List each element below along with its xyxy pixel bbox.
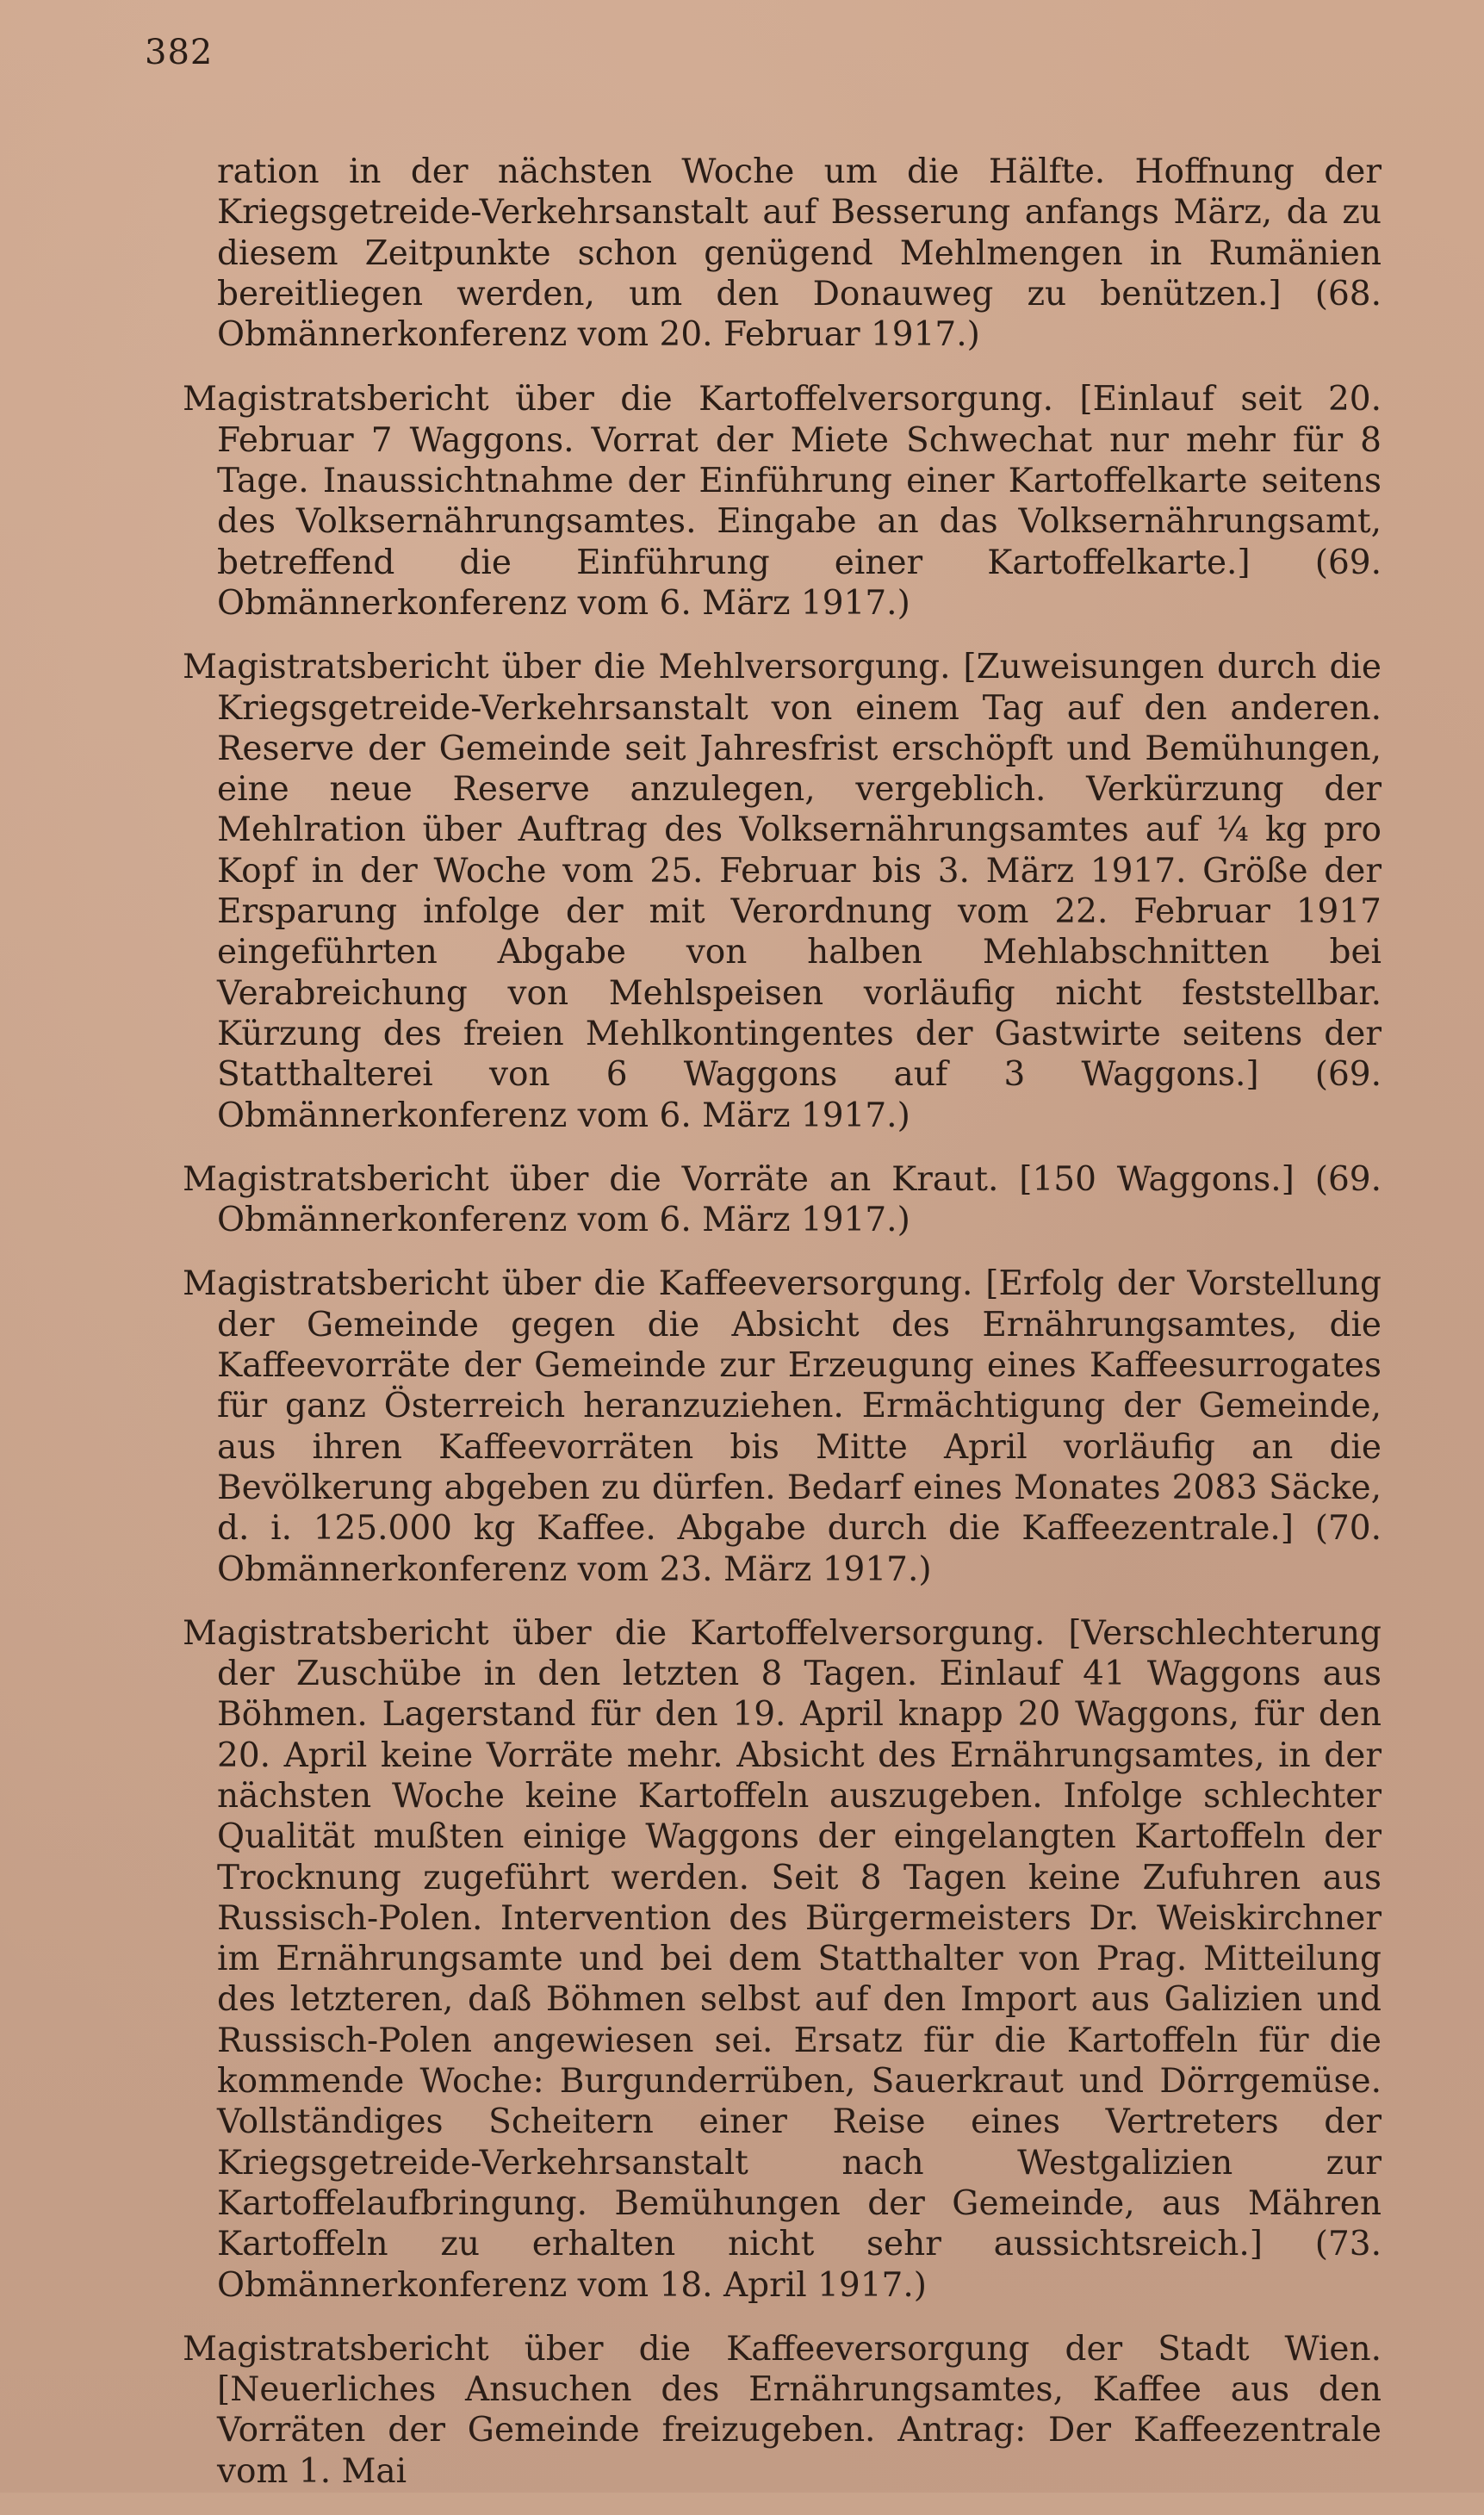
entry-kartoffelversorgung-april: Magistratsbericht über die Kartoffelversorgung. [Verschlechterung der Zuschübe in den letzten 8 Tagen. Einlauf 41 Waggons aus Böhmen. Lagerstand für den 19. April knapp 20 Waggons, für den 20. April keine Vorräte mehr. Absicht des Ernährungsamtes, in der nächsten Woche keine Kartoffeln auszugeben. Infolge schlechter Qualität mußten einige Waggons der eingelangten Kartoffeln der Trocknung zugeführt werden. Seit 8 Tagen keine Zufuhren aus Russisch-Polen. Intervention des Bürgermeisters Dr. Weiskirchner im Ernährungsamte und bei dem Statthalter von Prag. Mitteilung des letzteren, daß Böhmen selbst auf den Import aus Galizien und Russisch-Polen angewiesen sei. Ersatz für die Kartoffeln für die kommende Woche: Burgunderrüben, Sauerkraut und Dörrgemüse. Vollständiges Scheitern einer Reise eines Vertreters der Kriegsgetreide-Verkehrsanstalt nach Westgalizien zur Kartoffelaufbringung. Bemühungen der Gemeinde, aus Mähren Kartoffeln zu erhalten nicht sehr aussichtsreich.] (73. Obmännerkonferenz vom 18. April 1917.) xyxy=(183,1613,1382,2305)
page-content xyxy=(183,152,1382,2515)
entry-mehlversorgung: Magistratsbericht über die Mehlversorgung. [Zuweisungen durch die Kriegsgetreide-Verkehrsanstalt von einem Tag auf den anderen. Reserve der Gemeinde seit Jahresfrist erschöpft und Bemühungen, eine neue Reserve anzulegen, vergeblich. Verkürzung der Mehlration über Auftrag des Volksernährungsamtes auf ¼ kg pro Kopf in der Woche vom 25. Februar bis 3. März 1917. Größe der Ersparung infolge der mit Verordnung vom 22. Februar 1917 eingeführten Abgabe von halben Mehlabschnitten bei Verabreichung von Mehlspeisen vorläufig nicht feststellbar. Kürzung des freien Mehlkontingentes der Gastwirte seitens der Statthalterei von 6 Waggons auf 3 Waggons.] (69. Obmännerkonferenz vom 6. März 1917.) xyxy=(183,648,1382,1135)
entry-kaffeeversorgung-maerz: Magistratsbericht über die Kaffeeversorgung. [Erfolg der Vorstellung der Gemeinde gegen die Absicht des Ernährungsamtes, die Kaffeevorräte der Gemeinde zur Erzeugung eines Kaffeesurrogates für ganz Österreich heranzuziehen. Ermächtigung der Gemeinde, aus ihren Kaffeevorräten bis Mitte April vorläufig an die Bevölkerung abgeben zu dürfen. Bedarf eines Monates 2083 Säcke, d. i. 125.000 kg Kaffee. Abgabe durch die Kaffeezentrale.] (70. Obmännerkonferenz vom 23. März 1917.) xyxy=(183,1264,1382,1589)
page-number: 382 xyxy=(145,33,214,72)
entry-kartoffelversorgung-maerz: Magistratsbericht über die Kartoffelversorgung. [Einlauf seit 20. Februar 7 Waggons. Vorrat der Miete Schwechat nur mehr für 8 Tage. Inaussichtnahme der Einführung einer Kartoffelkarte seitens des Volksernährungsamtes. Eingabe an das Volksernährungsamt, betreffend die Einführung einer Kartoffelkarte.] (69. Obmännerkonferenz vom 6. März 1917.) xyxy=(183,380,1382,623)
entry-continued-mehlration: ration in der nächsten Woche um die Hälfte. Hoffnung der Kriegsgetreide-Verkehrsanstalt auf Besserung anfangs März, da zu diesem Zeitpunkte schon genügend Mehlmengen in Rumänien bereitliegen werden, um den Donauweg zu benützen.] (68. Obmännerkonferenz vom 20. Februar 1917.) xyxy=(217,152,1382,355)
entry-kaffeeversorgung-wien: Magistratsbericht über die Kaffeeversorgung der Stadt Wien. [Neuerliches Ansuchen des Ernährungsamtes, Kaffee aus den Vorräten der Gemeinde freizugeben. Antrag: Der Kaffeezentrale vom 1. Mai xyxy=(183,2329,1382,2491)
entry-vorraete-kraut: Magistratsbericht über die Vorräte an Kraut. [150 Waggons.] (69. Obmännerkonferenz vom 6. März 1917.) xyxy=(183,1159,1382,1240)
